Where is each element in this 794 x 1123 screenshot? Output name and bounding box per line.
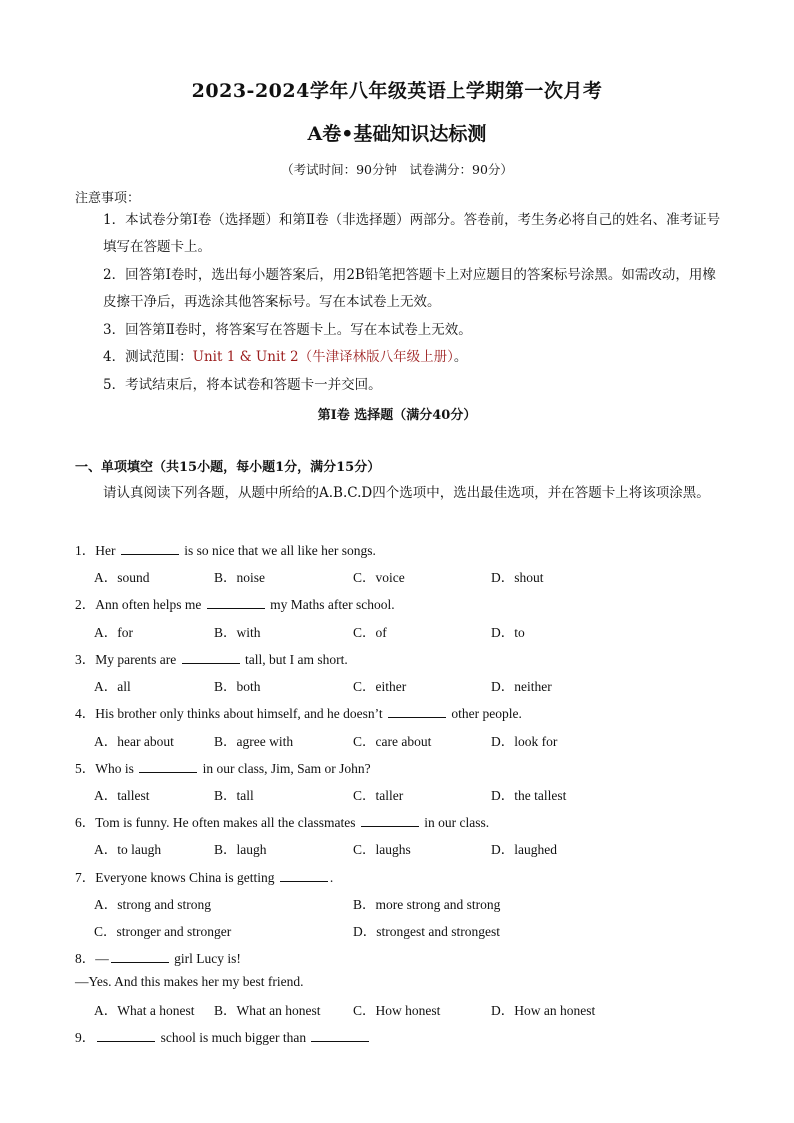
- question-5: 5．Who is in our class, Jim, Sam or John?: [75, 761, 371, 776]
- note-1: 1．本试卷分第Ⅰ卷（选择题）和第Ⅱ卷（非选择题）两部分。答卷前，考生务必将自己的姓名、准考证号填写在答题卡上。: [103, 212, 721, 255]
- option-a: A．What a honest: [94, 1003, 195, 1018]
- option-c: C．How honest: [353, 1003, 441, 1018]
- option-c: C．taller: [353, 788, 404, 803]
- option-d: D．How an honest: [491, 1003, 596, 1018]
- answer-blank: [311, 1029, 369, 1042]
- option-c: C．stronger and stronger: [94, 924, 232, 939]
- exam-info: （考试时间：90分钟 试卷满分：90分）: [281, 162, 513, 177]
- option-c: C．of: [353, 625, 387, 640]
- option-a: A．tallest: [94, 788, 150, 803]
- question-4: 4．His brother only thinks about himself, and he doesn’t other people.: [75, 706, 522, 721]
- option-d: D．look for: [491, 734, 558, 749]
- option-c: C．laughs: [353, 842, 411, 857]
- answer-blank: [388, 705, 446, 718]
- note-3: 3．回答第Ⅱ卷时，将答案写在答题卡上。写在本试卷上无效。: [103, 322, 472, 338]
- answer-blank: [139, 760, 197, 773]
- option-c: C．either: [353, 679, 407, 694]
- option-b: B．tall: [214, 788, 254, 803]
- answer-blank: [111, 950, 169, 963]
- question-9: 9． school is much bigger than: [75, 1026, 371, 1046]
- test-range: Unit 1 & Unit 2（牛津译林版八年级上册）: [192, 349, 454, 365]
- option-b: B．What an honest: [214, 1003, 321, 1018]
- option-b: B．agree with: [214, 734, 294, 749]
- option-d: D．shout: [491, 570, 544, 585]
- option-a: A．hear about: [94, 734, 174, 749]
- section-title: 第Ⅰ卷 选择题（满分40分）: [317, 408, 477, 423]
- option-a: A．sound: [94, 570, 150, 585]
- answer-blank: [280, 869, 328, 882]
- answer-blank: [121, 542, 179, 555]
- exam-title: 2023-2024学年八年级英语上学期第一次月考: [191, 80, 603, 102]
- question-3: 3．My parents are tall, but I am short.: [75, 652, 348, 667]
- option-d: D．laughed: [491, 842, 557, 857]
- option-d: D．neither: [491, 679, 552, 694]
- option-c: C．voice: [353, 570, 405, 585]
- note-4: 4．测试范围：Unit 1 & Unit 2（牛津译林版八年级上册）。: [103, 349, 468, 365]
- part-title: 一、单项填空（共15小题，每小题1分，满分15分）: [75, 460, 381, 475]
- answer-blank: [97, 1029, 155, 1042]
- part-instruction: 请认真阅读下列各题，从题中所给的A.B.C.D四个选项中，选出最佳选项，并在答题卡上将该项涂黑。: [103, 485, 710, 501]
- option-a: A．for: [94, 625, 133, 640]
- question-8-reply: —Yes. And this makes her my best friend.: [75, 974, 304, 989]
- note-2: 2．回答第Ⅰ卷时，选出每小题答案后，用2B铅笔把答题卡上对应题目的答案标号涂黑。如需改动，用橡皮擦干净后，再选涂其他答案标号。写在本试卷上无效。: [103, 267, 716, 310]
- option-d: D．the tallest: [491, 788, 567, 803]
- option-b: B．noise: [214, 570, 266, 585]
- option-b: B．laugh: [214, 842, 267, 857]
- exam-subtitle: A卷•基础知识达标测: [307, 123, 487, 145]
- option-d: D．strongest and strongest: [353, 924, 500, 939]
- question-1: 1．Her is so nice that we all like her songs.: [75, 543, 376, 558]
- question-2: 2．Ann often helps me my Maths after school.: [75, 597, 395, 612]
- question-6: 6．Tom is funny. He often makes all the classmates in our class.: [75, 815, 490, 830]
- option-c: C．care about: [353, 734, 432, 749]
- question-7: 7．Everyone knows China is getting .: [75, 870, 334, 885]
- question-8: 8．— girl Lucy is!: [75, 951, 241, 966]
- answer-blank: [207, 596, 265, 609]
- note-5: 5．考试结束后，将本试卷和答题卡一并交回。: [103, 377, 382, 393]
- answer-blank: [182, 651, 240, 664]
- option-a: A．all: [94, 679, 131, 694]
- option-a: A．strong and strong: [94, 897, 211, 912]
- option-a: A．to laugh: [94, 842, 162, 857]
- option-b: B．more strong and strong: [353, 897, 501, 912]
- answer-blank: [361, 814, 419, 827]
- option-b: B．both: [214, 679, 261, 694]
- option-b: B．with: [214, 625, 261, 640]
- option-d: D．to: [491, 625, 525, 640]
- notes-heading: 注意事项：: [75, 191, 141, 206]
